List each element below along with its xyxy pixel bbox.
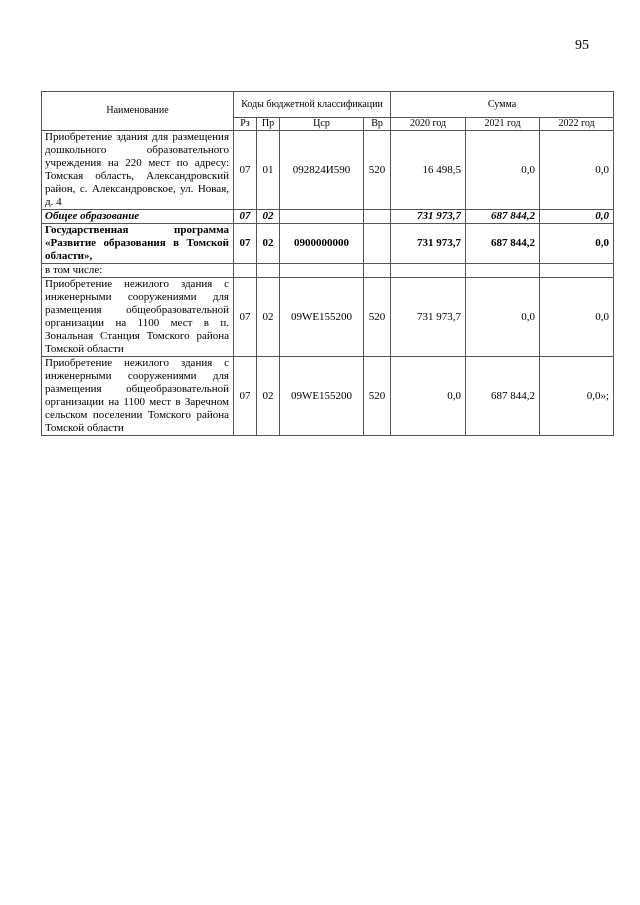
row-vr: 520 <box>364 357 391 436</box>
row-name: Общее образование <box>42 210 234 224</box>
row-rz: 07 <box>234 131 257 210</box>
header-2021: 2021 год <box>466 118 540 131</box>
table-row <box>42 357 614 436</box>
row-2022: 0,0»; <box>540 357 614 436</box>
table-row <box>42 264 614 278</box>
header-tser: Цср <box>280 118 364 131</box>
row-name: Приобретение нежилого здания с инженерными сооружениями для размещения общеобразовательной организации на 1100 мест в Заречном сельском поселении Томского района Томской области <box>42 357 234 436</box>
row-2022: 0,0 <box>540 210 614 224</box>
row-2020: 731 973,7 <box>391 278 466 357</box>
row-vr <box>364 210 391 224</box>
row-2021: 0,0 <box>466 278 540 357</box>
header-pr: Пр <box>257 118 280 131</box>
row-2020: 731 973,7 <box>391 210 466 224</box>
header-2020: 2020 год <box>391 118 466 131</box>
header-2022: 2022 год <box>540 118 614 131</box>
header-codes: Коды бюджетной классификации <box>234 92 391 118</box>
row-tser: 09WE155200 <box>280 357 364 436</box>
row-tser: 09WE155200 <box>280 278 364 357</box>
row-2020: 731 973,7 <box>391 224 466 264</box>
row-tser <box>280 210 364 224</box>
header-name: Наименование <box>42 92 234 131</box>
table-row <box>42 224 614 264</box>
row-rz <box>234 264 257 278</box>
row-2020: 0,0 <box>391 357 466 436</box>
table-row <box>42 210 614 224</box>
row-name: Приобретение нежилого здания с инженерными сооружениями для размещения общеобразовательной организации на 1100 мест в п. Зональная Станция Томского района Томской области <box>42 278 234 357</box>
row-2020 <box>391 264 466 278</box>
row-pr: 02 <box>257 210 280 224</box>
row-name: в том числе: <box>42 264 234 278</box>
row-2021: 687 844,2 <box>466 357 540 436</box>
budget-table <box>41 91 614 436</box>
row-pr <box>257 264 280 278</box>
row-vr <box>364 264 391 278</box>
row-2022: 0,0 <box>540 278 614 357</box>
row-name: Государственная программа «Развитие образования в Томской области», <box>42 224 234 264</box>
header-rz: Рз <box>234 118 257 131</box>
row-pr: 02 <box>257 357 280 436</box>
row-2022: 0,0 <box>540 131 614 210</box>
row-rz: 07 <box>234 278 257 357</box>
row-rz: 07 <box>234 224 257 264</box>
table-header-row <box>42 92 614 118</box>
row-vr: 520 <box>364 278 391 357</box>
row-name: Приобретение здания для размещения дошкольного образовательного учреждения на 220 мест по адресу: Томская область, Александровский район, с. Александровское, ул. Новая, д. 4 <box>42 131 234 210</box>
row-2022: 0,0 <box>540 224 614 264</box>
row-vr: 520 <box>364 131 391 210</box>
row-pr: 02 <box>257 278 280 357</box>
row-2021: 687 844,2 <box>466 210 540 224</box>
header-vr: Вр <box>364 118 391 131</box>
row-vr <box>364 224 391 264</box>
row-2021 <box>466 264 540 278</box>
table-row <box>42 278 614 357</box>
row-2021: 687 844,2 <box>466 224 540 264</box>
row-2021: 0,0 <box>466 131 540 210</box>
row-pr: 01 <box>257 131 280 210</box>
page-number: 95 <box>575 38 589 53</box>
row-tser: 0900000000 <box>280 224 364 264</box>
header-sum: Сумма <box>391 92 614 118</box>
row-2022 <box>540 264 614 278</box>
row-rz: 07 <box>234 210 257 224</box>
row-tser <box>280 264 364 278</box>
row-tser: 092824И590 <box>280 131 364 210</box>
row-pr: 02 <box>257 224 280 264</box>
table-row <box>42 131 614 210</box>
row-rz: 07 <box>234 357 257 436</box>
row-2020: 16 498,5 <box>391 131 466 210</box>
